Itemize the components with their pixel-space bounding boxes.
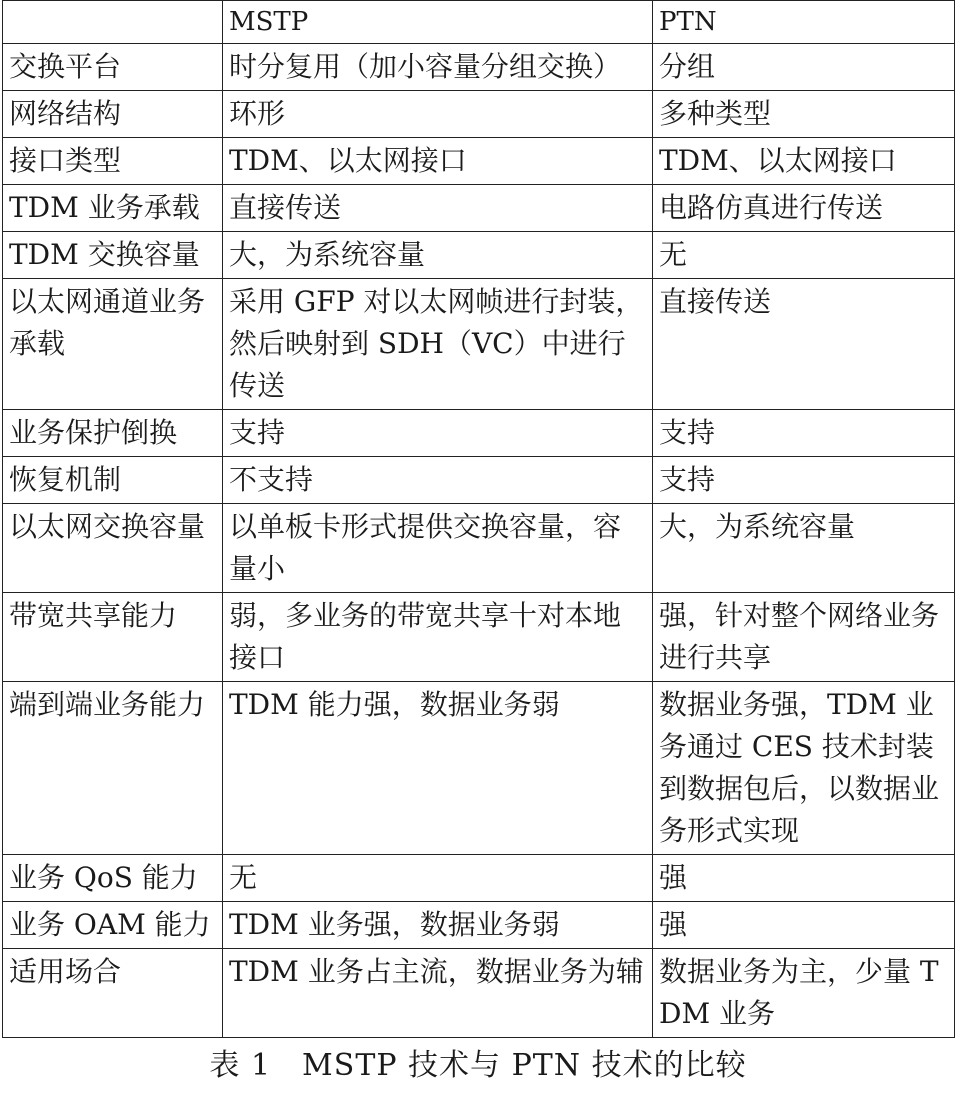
row-label-cell: 业务保护倒换 [3, 410, 223, 457]
mstp-cell: 环形 [223, 91, 653, 138]
table-row [3, 232, 955, 279]
table-row [3, 504, 955, 593]
mstp-cell: 弱，多业务的带宽共享十对本地接口 [223, 593, 653, 682]
mstp-cell: TDM 业务强，数据业务弱 [223, 902, 653, 949]
row-label-cell: 以太网交换容量 [3, 504, 223, 593]
mstp-cell: 以单板卡形式提供交换容量，容量小 [223, 504, 653, 593]
row-label-cell: 以太网通道业务承载 [3, 279, 223, 410]
mstp-cell: 时分复用（加小容量分组交换） [223, 44, 653, 91]
table-row [3, 410, 955, 457]
ptn-cell: 无 [653, 232, 955, 279]
ptn-cell: 大，为系统容量 [653, 504, 955, 593]
table-row [3, 91, 955, 138]
table-header-row [3, 1, 955, 44]
comparison-table [2, 0, 955, 1038]
table-row [3, 902, 955, 949]
ptn-cell: 数据业务强，TDM 业务通过 CES 技术封装到数据包后，以数据业务形式实现 [653, 682, 955, 855]
ptn-cell: 支持 [653, 457, 955, 504]
table-row [3, 44, 955, 91]
table-row [3, 855, 955, 902]
table-row [3, 185, 955, 232]
table-row [3, 682, 955, 855]
ptn-cell: 分组 [653, 44, 955, 91]
mstp-cell: 采用 GFP 对以太网帧进行封装，然后映射到 SDH（VC）中进行传送 [223, 279, 653, 410]
header-cell-mstp: MSTP [223, 1, 653, 44]
row-label-cell: 业务 QoS 能力 [3, 855, 223, 902]
ptn-cell: 电路仿真进行传送 [653, 185, 955, 232]
table-row [3, 949, 955, 1038]
mstp-cell: 不支持 [223, 457, 653, 504]
row-label-cell: 端到端业务能力 [3, 682, 223, 855]
row-label-cell: 恢复机制 [3, 457, 223, 504]
row-label-cell: 网络结构 [3, 91, 223, 138]
table-row [3, 138, 955, 185]
ptn-cell: 直接传送 [653, 279, 955, 410]
ptn-cell: 数据业务为主，少量 TDM 业务 [653, 949, 955, 1038]
table-row [3, 457, 955, 504]
ptn-cell: 强 [653, 902, 955, 949]
header-cell-ptn: PTN [653, 1, 955, 44]
mstp-cell: TDM 能力强，数据业务弱 [223, 682, 653, 855]
ptn-cell: TDM、以太网接口 [653, 138, 955, 185]
row-label-cell: 适用场合 [3, 949, 223, 1038]
mstp-cell: TDM 业务占主流，数据业务为辅 [223, 949, 653, 1038]
mstp-cell: TDM、以太网接口 [223, 138, 653, 185]
ptn-cell: 强 [653, 855, 955, 902]
mstp-cell: 大，为系统容量 [223, 232, 653, 279]
row-label-cell: 带宽共享能力 [3, 593, 223, 682]
mstp-cell: 直接传送 [223, 185, 653, 232]
table-row [3, 279, 955, 410]
table-caption: 表 1 MSTP 技术与 PTN 技术的比较 [209, 1048, 747, 1083]
row-label-cell: 接口类型 [3, 138, 223, 185]
table-row [3, 593, 955, 682]
ptn-cell: 强，针对整个网络业务进行共享 [653, 593, 955, 682]
row-label-cell: 交换平台 [3, 44, 223, 91]
row-label-cell: TDM 交换容量 [3, 232, 223, 279]
row-label-cell: 业务 OAM 能力 [3, 902, 223, 949]
header-cell-feature [3, 1, 223, 44]
row-label-cell: TDM 业务承载 [3, 185, 223, 232]
ptn-cell: 支持 [653, 410, 955, 457]
ptn-cell: 多种类型 [653, 91, 955, 138]
mstp-cell: 无 [223, 855, 653, 902]
mstp-cell: 支持 [223, 410, 653, 457]
